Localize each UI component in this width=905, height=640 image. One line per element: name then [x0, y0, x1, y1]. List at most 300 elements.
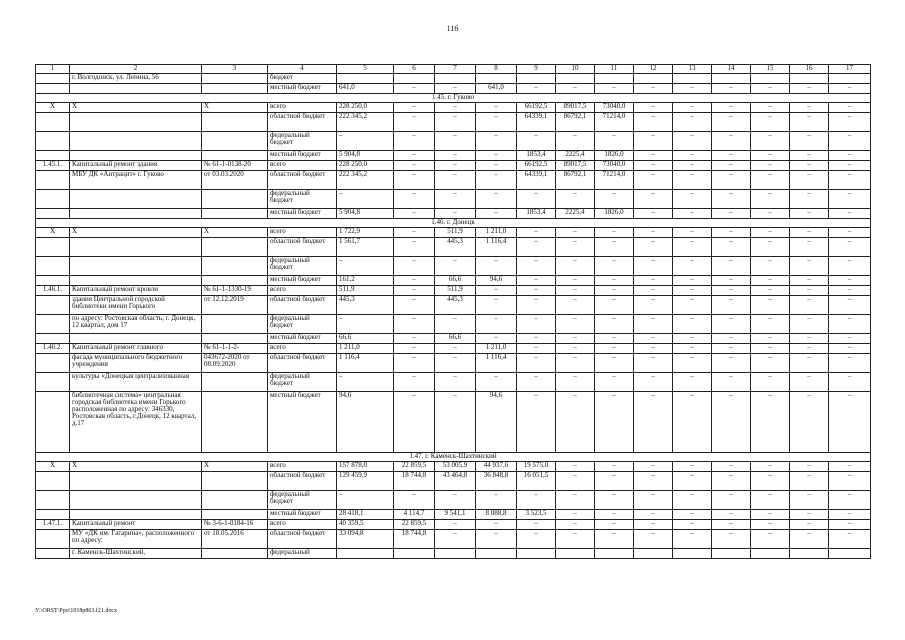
table-cell: – [435, 132, 476, 151]
table-cell: – [829, 238, 871, 257]
table-cell: 1.46.1. [36, 286, 70, 296]
funding-source-cell: федеральный бюджет [268, 132, 337, 151]
table-cell [36, 151, 70, 161]
table-cell: 129 459,9 [337, 472, 394, 491]
table-cell: – [712, 510, 751, 520]
table-cell [556, 549, 595, 559]
table-cell: 1826,0 [595, 209, 634, 219]
table-row [36, 520, 871, 530]
object-name-cell [70, 472, 202, 491]
table-cell: – [829, 151, 871, 161]
table-cell: – [634, 103, 673, 113]
table-cell: 66,6 [435, 334, 476, 344]
table-cell: – [435, 84, 476, 94]
table-cell: – [517, 84, 556, 94]
table-cell: – [712, 472, 751, 491]
table-cell [36, 334, 70, 344]
table-cell [751, 549, 790, 559]
section-header-row [36, 94, 871, 103]
table-cell: – [476, 491, 517, 510]
table-cell: – [790, 296, 829, 315]
table-cell: – [673, 286, 712, 296]
table-cell: – [517, 491, 556, 510]
table-cell [517, 74, 556, 84]
table-row [36, 549, 871, 559]
table-cell: – [435, 354, 476, 373]
table-cell: – [556, 84, 595, 94]
column-number: 15 [751, 65, 790, 74]
table-row [36, 171, 871, 190]
table-cell: – [829, 315, 871, 334]
table-cell: – [634, 228, 673, 238]
table-row [36, 103, 871, 113]
table-cell: 1 116,4 [476, 238, 517, 257]
table-cell: – [595, 530, 634, 549]
table-cell [202, 373, 268, 392]
table-cell: – [337, 132, 394, 151]
table-cell: – [790, 151, 829, 161]
funding-source-cell: областной бюджет [268, 530, 337, 549]
table-cell: – [634, 161, 673, 171]
table-cell: – [790, 228, 829, 238]
table-cell: – [476, 257, 517, 276]
table-cell: – [394, 190, 435, 209]
table-cell [435, 74, 476, 84]
object-name-cell: здания Центральной городской библиотеки имени Горького [70, 296, 202, 315]
table-cell: – [751, 344, 790, 354]
table-cell: 66192,5 [517, 161, 556, 171]
table-cell: – [634, 209, 673, 219]
table-cell: – [435, 491, 476, 510]
table-cell [36, 315, 70, 334]
table-cell: – [394, 334, 435, 344]
object-name-cell: X [70, 228, 202, 238]
table-row [36, 276, 871, 286]
table-cell: № 61-1-1-2- [202, 344, 268, 354]
table-cell [36, 373, 70, 392]
table-cell: – [556, 228, 595, 238]
funding-source-cell: федеральный бюджет [268, 190, 337, 209]
table-cell [712, 74, 751, 84]
table-cell: X [36, 228, 70, 238]
table-cell: – [790, 161, 829, 171]
table-cell [202, 472, 268, 491]
table-cell: – [476, 171, 517, 190]
table-cell: 86792,1 [556, 171, 595, 190]
table-cell: № 61-1-0138-20 [202, 161, 268, 171]
table-cell: – [476, 315, 517, 334]
table-cell: – [829, 276, 871, 286]
table-cell: – [517, 520, 556, 530]
table-cell: – [394, 257, 435, 276]
table-cell: – [634, 530, 673, 549]
table-cell: – [673, 84, 712, 94]
table-cell: 228 250,0 [337, 161, 394, 171]
table-cell: – [751, 520, 790, 530]
table-cell: – [673, 354, 712, 373]
table-cell [595, 74, 634, 84]
table-cell: – [595, 334, 634, 344]
table-cell: – [394, 373, 435, 392]
column-number: 11 [595, 65, 634, 74]
table-cell: – [829, 209, 871, 219]
table-cell: – [556, 520, 595, 530]
table-row [36, 334, 871, 344]
table-cell: – [829, 392, 871, 453]
table-cell: – [634, 257, 673, 276]
table-cell: – [634, 354, 673, 373]
table-cell: – [829, 520, 871, 530]
table-cell: – [829, 373, 871, 392]
table-cell: 53 005,9 [435, 462, 476, 472]
table-cell: – [712, 113, 751, 132]
table-cell: 36 848,8 [476, 472, 517, 491]
object-name-cell [70, 491, 202, 510]
object-name-cell: фасада муниципального бюджетного учреждения [70, 354, 202, 373]
table-cell: – [634, 276, 673, 286]
table-cell: – [556, 530, 595, 549]
table-cell: 94,6 [476, 276, 517, 286]
table-cell: – [634, 113, 673, 132]
table-row [36, 354, 871, 373]
table-cell [36, 113, 70, 132]
funding-source-cell: местный бюджет [268, 392, 337, 453]
table-cell: – [394, 151, 435, 161]
table-cell: № 3-6-1-0184-16 [202, 520, 268, 530]
table-cell: – [394, 113, 435, 132]
table-cell: 19 575,0 [517, 462, 556, 472]
column-number: 7 [435, 65, 476, 74]
table-cell [435, 549, 476, 559]
page-number: 116 [446, 24, 459, 33]
table-row [36, 74, 871, 84]
table-cell [36, 132, 70, 151]
object-name-cell: г. Волгодонск, ул. Ленина, 56 [70, 74, 202, 84]
funding-source-cell: всего [268, 286, 337, 296]
table-cell: 641,0 [337, 84, 394, 94]
table-cell: – [712, 276, 751, 286]
table-cell [595, 549, 634, 559]
table-cell: – [829, 257, 871, 276]
table-cell: от 12.12.2019 [202, 296, 268, 315]
table-cell: – [673, 238, 712, 257]
object-name-cell [70, 510, 202, 520]
table-cell: 511,9 [435, 286, 476, 296]
object-name-cell [70, 276, 202, 286]
table-cell: – [595, 132, 634, 151]
table-cell: 1 211,0 [476, 228, 517, 238]
table-cell: – [556, 373, 595, 392]
table-cell: – [790, 392, 829, 453]
section-title: 1.46. г. Донецк [36, 219, 871, 228]
table-cell: – [394, 161, 435, 171]
table-cell [202, 257, 268, 276]
table-cell: – [556, 354, 595, 373]
budget-table [35, 64, 871, 559]
table-row [36, 84, 871, 94]
table-cell: – [634, 296, 673, 315]
column-number: 12 [634, 65, 673, 74]
table-cell: 1 211,0 [337, 344, 394, 354]
table-cell: – [435, 257, 476, 276]
table-cell [36, 530, 70, 549]
table-cell: – [790, 238, 829, 257]
table-cell: – [829, 228, 871, 238]
table-cell: – [595, 238, 634, 257]
table-cell: – [435, 190, 476, 209]
table-cell: – [595, 190, 634, 209]
table-cell [394, 74, 435, 84]
table-row [36, 472, 871, 491]
table-cell: – [476, 190, 517, 209]
table-cell: – [595, 286, 634, 296]
table-cell: – [790, 462, 829, 472]
funding-source-cell: местный бюджет [268, 276, 337, 286]
table-cell [673, 549, 712, 559]
table-cell: – [790, 286, 829, 296]
table-cell [556, 74, 595, 84]
table-cell: – [595, 344, 634, 354]
table-cell: – [435, 392, 476, 453]
funding-source-cell: областной бюджет [268, 171, 337, 190]
object-name-cell [70, 113, 202, 132]
table-cell: – [517, 257, 556, 276]
table-cell: – [476, 296, 517, 315]
table-cell [634, 74, 673, 84]
table-cell: – [751, 296, 790, 315]
table-cell: – [595, 228, 634, 238]
table-row [36, 315, 871, 334]
table-cell: – [337, 315, 394, 334]
table-cell: – [634, 392, 673, 453]
table-cell: – [829, 334, 871, 344]
table-cell: – [435, 113, 476, 132]
column-number: 8 [476, 65, 517, 74]
table-cell: 73040,0 [595, 103, 634, 113]
funding-source-cell: федеральный бюджет [268, 491, 337, 510]
table-cell: – [712, 238, 751, 257]
table-cell: – [790, 276, 829, 286]
table-cell [202, 510, 268, 520]
table-cell: – [829, 286, 871, 296]
table-cell: 1826,0 [595, 151, 634, 161]
table-cell: – [751, 373, 790, 392]
object-name-cell [70, 209, 202, 219]
table-cell: 5 904,8 [337, 209, 394, 219]
table-cell [36, 510, 70, 520]
table-cell: 43 464,8 [435, 472, 476, 491]
table-row [36, 238, 871, 257]
table-cell: 222 345,2 [337, 171, 394, 190]
table-cell: – [829, 472, 871, 491]
table-cell: 94,6 [337, 392, 394, 453]
table-cell: – [394, 296, 435, 315]
table-cell [36, 257, 70, 276]
section-title: 1.45. г. Гуково [36, 94, 871, 103]
table-cell: № 61-1-1330-19 [202, 286, 268, 296]
table-cell: – [829, 171, 871, 190]
table-cell [36, 296, 70, 315]
table-cell: – [751, 113, 790, 132]
table-cell: – [712, 132, 751, 151]
table-cell: – [673, 334, 712, 344]
table-cell: – [435, 315, 476, 334]
table-cell: – [634, 344, 673, 354]
table-cell: – [751, 286, 790, 296]
table-cell: 66,6 [337, 334, 394, 344]
funding-source-cell: всего [268, 344, 337, 354]
table-cell [36, 84, 70, 94]
table-cell: – [751, 151, 790, 161]
table-cell: – [790, 209, 829, 219]
column-number: 4 [268, 65, 337, 74]
table-cell: 445,3 [435, 296, 476, 315]
table-cell: – [476, 113, 517, 132]
table-cell: 511,9 [435, 228, 476, 238]
table-cell: – [751, 228, 790, 238]
table-row [36, 392, 871, 453]
column-number-row [36, 65, 871, 74]
column-number: 2 [70, 65, 202, 74]
table-cell: – [751, 209, 790, 219]
column-number: 6 [394, 65, 435, 74]
section-header-row [36, 219, 871, 228]
table-cell: – [394, 344, 435, 354]
table-cell: – [517, 132, 556, 151]
table-cell: – [517, 344, 556, 354]
table-cell: – [634, 190, 673, 209]
table-cell: – [595, 510, 634, 520]
table-cell [202, 549, 268, 559]
table-row [36, 373, 871, 392]
table-cell: 66192,5 [517, 103, 556, 113]
table-cell: – [595, 462, 634, 472]
object-name-cell: Капитальный ремонт главного [70, 344, 202, 354]
table-cell: – [634, 373, 673, 392]
table-row [36, 462, 871, 472]
table-cell: 40 359,5 [337, 520, 394, 530]
table-cell: – [673, 392, 712, 453]
table-cell: – [751, 84, 790, 94]
table-cell: – [435, 520, 476, 530]
table-cell: – [476, 103, 517, 113]
table-cell: – [829, 530, 871, 549]
table-cell: – [829, 491, 871, 510]
table-cell: 511,9 [337, 286, 394, 296]
funding-source-cell: местный бюджет [268, 334, 337, 344]
table-cell: 161,2 [337, 276, 394, 286]
table-cell: – [517, 286, 556, 296]
table-cell: – [790, 171, 829, 190]
table-cell: 1 722,9 [337, 228, 394, 238]
table-cell: 043672-2020 от 08.09.2020 [202, 354, 268, 373]
table-cell: – [829, 190, 871, 209]
table-cell: – [751, 334, 790, 344]
object-name-cell: библиотечная система» центральная городская библиотека имени Горького расположенная по адресу: 346330, Ростовская область, г.Донецк, 12 квартал, д.17 [70, 392, 202, 453]
table-cell: – [595, 472, 634, 491]
table-cell: – [394, 315, 435, 334]
table-cell: – [337, 190, 394, 209]
table-cell: – [673, 472, 712, 491]
table-cell: – [829, 296, 871, 315]
table-cell: 94,6 [476, 392, 517, 453]
section-title: 1.47. г. Каменск-Шахтинский [36, 453, 871, 462]
table-cell: – [394, 209, 435, 219]
table-cell: – [435, 530, 476, 549]
table-cell: X [202, 462, 268, 472]
table-cell: – [790, 84, 829, 94]
table-cell: 1.46.2. [36, 344, 70, 354]
table-cell: – [517, 334, 556, 344]
table-cell: – [673, 462, 712, 472]
table-cell: – [790, 510, 829, 520]
table-cell: – [673, 315, 712, 334]
table-cell: – [394, 276, 435, 286]
table-cell: 8 088,8 [476, 510, 517, 520]
table-cell: – [394, 84, 435, 94]
table-cell: – [476, 530, 517, 549]
table-cell: – [517, 373, 556, 392]
table-cell: – [751, 171, 790, 190]
table-cell: 1.45.1. [36, 161, 70, 171]
table-cell: – [673, 190, 712, 209]
table-cell: 86792,1 [556, 113, 595, 132]
table-cell: – [556, 286, 595, 296]
table-cell: – [790, 334, 829, 344]
table-cell: 445,3 [435, 238, 476, 257]
table-cell: – [673, 296, 712, 315]
table-cell [36, 74, 70, 84]
table-cell: – [673, 161, 712, 171]
table-cell: 73040,0 [595, 161, 634, 171]
table-cell: – [435, 151, 476, 161]
table-cell: – [712, 530, 751, 549]
table-cell: – [790, 520, 829, 530]
table-cell: – [394, 392, 435, 453]
table-cell: 1 116,4 [476, 354, 517, 373]
object-name-cell: МБУ ДК «Антрацит» г. Гуково [70, 171, 202, 190]
table-cell [829, 74, 871, 84]
table-cell [394, 549, 435, 559]
funding-source-cell: местный бюджет [268, 510, 337, 520]
table-cell: 44 937,6 [476, 462, 517, 472]
column-number: 16 [790, 65, 829, 74]
table-cell: – [556, 344, 595, 354]
table-cell [36, 171, 70, 190]
table-row [36, 510, 871, 520]
table-cell [517, 549, 556, 559]
table-cell: 228 250,0 [337, 103, 394, 113]
table-cell: 16 051,5 [517, 472, 556, 491]
table-row [36, 296, 871, 315]
table-row [36, 190, 871, 209]
table-cell: – [712, 171, 751, 190]
table-cell: – [556, 257, 595, 276]
table-cell: – [673, 276, 712, 286]
funding-source-cell: всего [268, 161, 337, 171]
table-cell: – [790, 354, 829, 373]
table-cell: – [394, 103, 435, 113]
funding-source-cell: всего [268, 462, 337, 472]
table-cell: – [790, 373, 829, 392]
table-cell [36, 491, 70, 510]
table-cell [476, 549, 517, 559]
table-cell: – [435, 344, 476, 354]
table-cell: 18 744,8 [394, 530, 435, 549]
table-cell: – [556, 296, 595, 315]
table-cell: – [790, 190, 829, 209]
table-cell [634, 549, 673, 559]
